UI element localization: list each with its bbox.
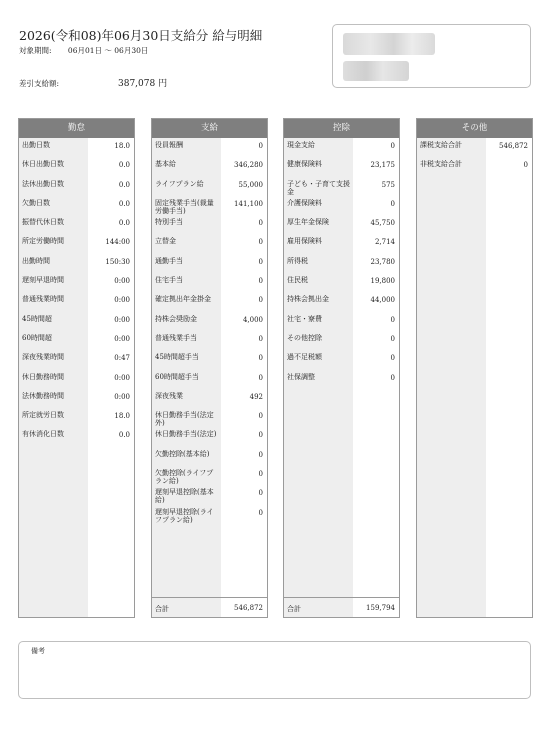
table-row <box>19 292 134 311</box>
row-value: 0 <box>258 219 263 228</box>
payment-rows <box>152 138 267 524</box>
table-row <box>19 331 134 350</box>
table-row <box>417 157 532 176</box>
row-label: 法休勤務時間 <box>22 391 64 400</box>
other-panel <box>416 118 533 618</box>
row-value: 0:00 <box>114 315 130 324</box>
table-row <box>19 427 134 446</box>
row-value: 18.0 <box>114 412 130 421</box>
row-value: 0 <box>258 508 263 517</box>
row-label: 立替金 <box>155 237 176 246</box>
row-value: 0:00 <box>114 392 130 401</box>
row-value: 492 <box>249 392 263 401</box>
row-label: 深夜残業 <box>155 391 183 400</box>
table-row <box>152 447 267 466</box>
row-value: 0 <box>258 142 263 150</box>
table-row <box>284 234 399 253</box>
period-value: 06月01日 ～ 06月30日 <box>67 46 149 55</box>
row-value: 4,000 <box>242 315 263 324</box>
recipient-box <box>332 24 531 88</box>
period-label: 対象期間: <box>19 46 52 55</box>
row-label: 休日勤務時間 <box>22 372 64 381</box>
row-label: 法休出勤日数 <box>22 179 64 188</box>
table-row <box>152 331 267 350</box>
row-label: 雇用保険料 <box>287 237 322 246</box>
table-row <box>152 157 267 176</box>
row-value: 575 <box>381 180 395 189</box>
table-row <box>152 505 267 524</box>
row-value: 0 <box>258 450 263 459</box>
row-value: 141,100 <box>234 199 263 208</box>
row-value: 0.0 <box>118 161 130 170</box>
table-row <box>284 177 399 196</box>
table-row <box>284 215 399 234</box>
row-value: 0.0 <box>118 431 130 440</box>
row-label: その他控除 <box>287 333 322 342</box>
table-row <box>19 215 134 234</box>
target-period <box>19 45 148 56</box>
row-value: 19,800 <box>370 277 395 286</box>
deduction-total-value: 159,794 <box>366 604 395 612</box>
row-value: 0 <box>258 334 263 343</box>
row-value: 18.0 <box>114 142 130 150</box>
table-row <box>19 370 134 389</box>
row-label: 休日勤務手当(法定) <box>155 430 217 439</box>
deduction-header: 控除 <box>284 119 399 138</box>
table-row <box>284 273 399 292</box>
row-value: 0 <box>258 238 263 247</box>
row-value: 0:00 <box>114 277 130 286</box>
table-row <box>284 138 399 157</box>
row-label: 所定労働時間 <box>22 237 64 246</box>
attendance-panel <box>18 118 135 618</box>
row-value: 44,000 <box>370 296 395 305</box>
row-label: 子ども・子育て支援金 <box>287 179 350 196</box>
row-label: 過不足税額 <box>287 353 322 362</box>
row-value: 0 <box>258 373 263 382</box>
table-row <box>152 138 267 157</box>
row-label: 休日勤務手当(法定外) <box>155 411 214 428</box>
row-value: 0 <box>258 431 263 440</box>
table-row <box>284 370 399 389</box>
row-value: 0 <box>258 296 263 305</box>
redacted-id-block <box>343 61 409 81</box>
row-value: 0 <box>390 199 395 208</box>
row-label: 持株会奨励金 <box>155 314 197 323</box>
row-label: 有休消化日数 <box>22 430 64 439</box>
row-label: 出勤日数 <box>22 141 50 149</box>
row-label: 遅刻早退控除(ライフプラン給) <box>155 507 214 524</box>
table-row <box>19 157 134 176</box>
row-label: 基本給 <box>155 160 176 169</box>
row-value: 0.0 <box>118 219 130 228</box>
row-value: 45,750 <box>370 219 395 228</box>
row-label: 45時間超手当 <box>155 353 199 362</box>
row-value: 0 <box>258 470 263 479</box>
row-label: 欠勤日数 <box>22 198 50 207</box>
row-label: 遅刻早退時間 <box>22 276 64 285</box>
table-row <box>19 389 134 408</box>
row-value: 0 <box>258 412 263 421</box>
row-value: 55,000 <box>238 180 263 189</box>
row-label: 持株会拠出金 <box>287 295 329 304</box>
row-value: 0 <box>390 315 395 324</box>
payment-panel <box>151 118 268 618</box>
table-row <box>284 312 399 331</box>
row-label: 遅刻早退控除(基本給) <box>155 488 214 505</box>
table-row <box>284 292 399 311</box>
row-label: 役員報酬 <box>155 141 183 149</box>
table-row <box>284 350 399 369</box>
row-value: 346,280 <box>234 161 263 170</box>
row-value: 0 <box>390 373 395 382</box>
row-label: 住民税 <box>287 276 308 285</box>
row-value: 0:47 <box>114 354 130 363</box>
table-row <box>152 273 267 292</box>
redacted-name-block <box>343 33 435 55</box>
table-row <box>19 312 134 331</box>
net-pay-value: 387,078 円 <box>118 79 168 89</box>
table-row <box>19 350 134 369</box>
table-row <box>152 177 267 196</box>
row-label: 課税支給合計 <box>420 141 462 149</box>
table-row <box>152 234 267 253</box>
row-label: 現金支給 <box>287 141 315 149</box>
table-row <box>152 466 267 485</box>
row-label: 社宅・寮費 <box>287 314 322 323</box>
row-label: 介護保険料 <box>287 198 322 207</box>
row-label: 普通残業時間 <box>22 295 64 304</box>
table-row <box>152 215 267 234</box>
row-label: 所得税 <box>287 256 308 265</box>
net-pay-label: 差引支給額: <box>19 79 60 88</box>
row-value: 0 <box>390 334 395 343</box>
table-row <box>417 138 532 157</box>
row-label: 住宅手当 <box>155 276 183 285</box>
row-label: 固定残業手当(裁量労働手当) <box>155 198 214 215</box>
row-label: 普通残業手当 <box>155 333 197 342</box>
table-row <box>19 273 134 292</box>
table-row <box>152 408 267 427</box>
table-row <box>19 234 134 253</box>
row-label: 振替代休日数 <box>22 218 64 227</box>
payment-total-value: 546,872 <box>234 604 263 612</box>
table-row <box>152 292 267 311</box>
row-value: 0 <box>390 142 395 150</box>
row-label: 欠勤控除(ライフプラン給) <box>155 469 214 486</box>
table-row <box>152 196 267 215</box>
row-label: 所定就労日数 <box>22 411 64 420</box>
table-row <box>152 485 267 504</box>
row-value: 0 <box>390 354 395 363</box>
row-value: 0.0 <box>118 199 130 208</box>
table-row <box>19 177 134 196</box>
table-row <box>152 389 267 408</box>
row-value: 0 <box>523 161 528 170</box>
table-row <box>19 408 134 427</box>
row-value: 0:00 <box>114 373 130 382</box>
row-value: 546,872 <box>499 142 528 150</box>
row-label: 45時間超 <box>22 314 52 323</box>
other-rows <box>417 138 532 177</box>
row-value: 0 <box>258 277 263 286</box>
row-value: 0 <box>258 489 263 498</box>
row-value: 23,175 <box>370 161 395 170</box>
row-value: 0 <box>258 354 263 363</box>
row-value: 0:00 <box>114 296 130 305</box>
row-value: 0.0 <box>118 180 130 189</box>
deduction-rows <box>284 138 399 389</box>
payment-header: 支給 <box>152 119 267 138</box>
table-row <box>152 427 267 446</box>
row-value: 150:30 <box>105 257 130 266</box>
remarks-box <box>18 641 531 699</box>
row-value: 2,714 <box>374 238 395 247</box>
row-label: 60時間超 <box>22 333 52 342</box>
remarks-label: 備考 <box>31 647 45 655</box>
table-row <box>284 331 399 350</box>
table-row <box>284 254 399 273</box>
row-value: 144:00 <box>105 238 130 247</box>
attendance-header: 勤怠 <box>19 119 134 138</box>
row-label: 通勤手当 <box>155 256 183 265</box>
row-label: 厚生年金保険 <box>287 218 329 227</box>
row-value: 23,780 <box>370 257 395 266</box>
payment-total-row <box>152 597 267 617</box>
payment-total-label: 合計 <box>155 605 169 613</box>
row-label: 休日出勤日数 <box>22 160 64 169</box>
table-row <box>19 196 134 215</box>
table-row <box>152 312 267 331</box>
deduction-total-row <box>284 597 399 617</box>
deduction-panel <box>283 118 400 618</box>
table-row <box>19 254 134 273</box>
table-row <box>152 370 267 389</box>
table-row <box>284 196 399 215</box>
deduction-total-label: 合計 <box>287 605 301 613</box>
row-label: 社保調整 <box>287 372 315 381</box>
row-label: 健康保険料 <box>287 160 322 169</box>
row-label: 特別手当 <box>155 218 183 227</box>
row-label: 確定拠出年金掛金 <box>155 295 211 304</box>
attendance-rows <box>19 138 134 447</box>
row-label: 欠勤控除(基本給) <box>155 449 210 458</box>
table-row <box>284 157 399 176</box>
row-label: 深夜残業時間 <box>22 353 64 362</box>
table-row <box>152 254 267 273</box>
row-label: 非税支給合計 <box>420 160 462 169</box>
table-row <box>19 138 134 157</box>
row-value: 0 <box>258 257 263 266</box>
other-header: その他 <box>417 119 532 138</box>
row-label: 出勤時間 <box>22 256 50 265</box>
page-title: 2026(令和08)年06月30日支給分 給与明細 <box>19 28 263 43</box>
row-value: 0:00 <box>114 334 130 343</box>
row-label: ライフプラン給 <box>155 179 204 188</box>
table-row <box>152 350 267 369</box>
row-label: 60時間超手当 <box>155 372 199 381</box>
